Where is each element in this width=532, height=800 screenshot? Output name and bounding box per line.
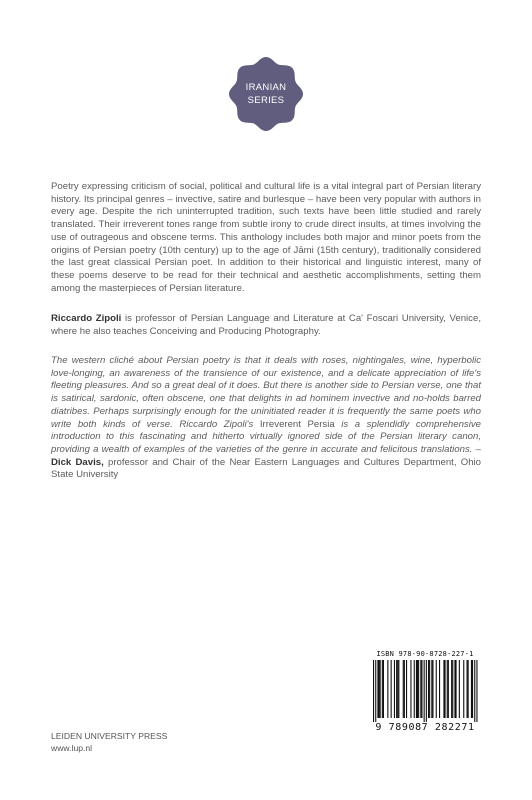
barcode-bar [379, 660, 380, 718]
barcode-bar [467, 660, 468, 718]
barcode-bar [428, 660, 429, 718]
badge-line-1: IRANIAN [245, 82, 287, 93]
book-description: Poetry expressing criticism of social, political and cultural life is a vital integral part of Persian literary history. Its principal genres – invective, satire and burlesque – have been very popular with authors in every age. Despite the rich uninterrupted tradition, such texts have been little studied and rarely translated. Their irreverent tones range from subtle irony to crude direct insults, at times involving the use of outrageous and obscene terms. This anthology includes both major and minor poets from the origins of Persian poetry (10th century) up to the age of Jāmi (15th century), traditionally considered the last great classical Persian poet. In addition to their historical and linguistic interest, many of these poems deserve to be read for their technical and aesthetic accomplishments, setting them among the masterpieces of Persian literature. [51, 181, 481, 294]
barcode-bar [463, 660, 464, 718]
barcode-bar [380, 660, 381, 718]
barcode-bar [391, 660, 392, 718]
isbn-barcode [366, 650, 484, 742]
publisher-info [51, 730, 167, 754]
barcode-bar [459, 660, 460, 718]
barcode-bar [432, 660, 433, 718]
barcode-bar [382, 660, 383, 718]
barcode-bar [406, 660, 407, 718]
barcode-bar [451, 660, 452, 718]
endorsement-quote-part-2: is a splendidly comprehensive introduction to this fascinating and hitherto virtually ignored side of the Persian literary canon, providing a wealth of examples of the varieties of the genre in accurate and felicitous translations. [51, 418, 481, 455]
barcode-bar [472, 660, 473, 718]
barcode-bar [414, 660, 415, 718]
barcode-bar [416, 660, 417, 718]
barcode-bar [445, 660, 446, 718]
barcode-bar [420, 660, 421, 718]
barcode-bar [418, 660, 419, 718]
barcode-bars [370, 660, 480, 722]
barcode-bar [383, 660, 384, 718]
author-bio-text: is professor of Persian Language and Literature at Ca' Foscari University, Venice, where he also teaches Conceiving and Producing Photography. [51, 313, 481, 337]
badge-label [228, 81, 304, 107]
endorsement-quote-part-1: The western cliché about Persian poetry is that it deals with roses, nightingales, wine, hyperbolic love-longing, an awareness of the transience of our existence, and a delicate appreciation of life's fleeting pleasures. And so a great deal of it does. But there is another side to Persian verse, one that is satirical, sardonic, often obscene, one that delights in ad hominem invective and no-holds barred diatribes. Perhaps surprisingly enough for the uninitiated reader it is frequently the same poets who write both kinds of verse. Riccardo Zipoli's [51, 355, 481, 430]
publisher-url: www.lup.nl [51, 743, 93, 753]
reviewer-affiliation: professor and Chair of the Near Eastern Languages and Cultures Department, Ohio State University [51, 456, 482, 481]
endorsement-dash: – [472, 443, 481, 455]
barcode-bar [476, 660, 477, 722]
barcode-bar [454, 660, 455, 718]
barcode-bar [474, 660, 475, 722]
barcode-bar [417, 660, 418, 718]
author-name: Riccardo Zipoli [51, 313, 122, 324]
reviewer-name: Dick Davis, [51, 456, 104, 468]
barcode-bar [426, 660, 427, 722]
barcode-bar [471, 660, 472, 718]
barcode-bar [436, 660, 437, 718]
endorsement [51, 355, 481, 482]
barcode-bar [375, 660, 376, 722]
barcode-bar [397, 660, 398, 718]
iranian-series-badge [228, 56, 304, 132]
barcode-bar [447, 660, 448, 718]
ean-digits: 9 789087 282271 [375, 722, 475, 733]
barcode-bar [387, 660, 388, 718]
barcode-bar [439, 660, 440, 718]
isbn-label: ISBN 978-90-8728-227-1 [376, 650, 474, 658]
barcode-bar [377, 660, 378, 718]
barcode-bar [431, 660, 432, 718]
barcode-bar [396, 660, 397, 718]
barcode-bar [443, 660, 444, 718]
publisher-name: LEIDEN UNIVERSITY PRESS [51, 731, 168, 741]
barcode-bar [373, 660, 374, 722]
barcode-bar [429, 660, 430, 718]
endorsement-book-title: Irreverent Persia [259, 418, 335, 430]
barcode-bar [468, 660, 469, 718]
barcode-bar [424, 660, 425, 722]
barcode-bar [404, 660, 405, 718]
barcode-bar [394, 660, 395, 718]
barcode-bar [421, 660, 422, 718]
badge-line-2: SERIES [247, 95, 285, 106]
barcode-bar [456, 660, 457, 718]
barcode-bar [398, 660, 399, 718]
barcode-bar [403, 660, 404, 718]
author-bio [51, 313, 481, 338]
barcode-bar [452, 660, 453, 718]
barcode-bar [410, 660, 411, 718]
barcode-bar [448, 660, 449, 718]
